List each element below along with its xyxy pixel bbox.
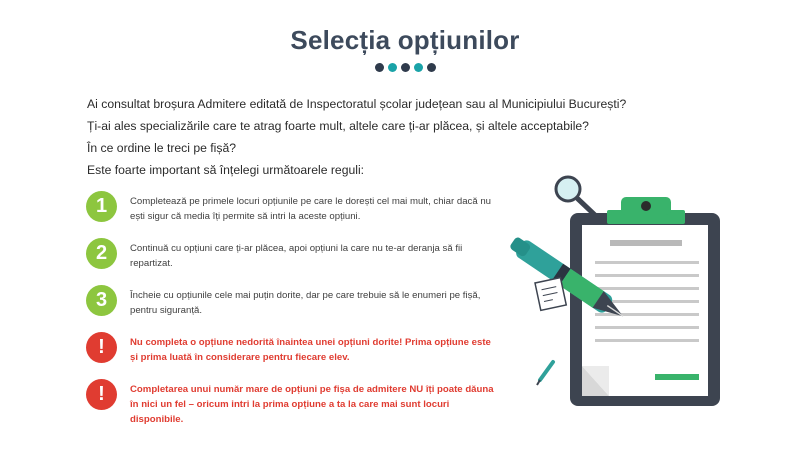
- sticky-note-icon: [535, 278, 566, 311]
- exclamation-icon: !: [86, 332, 117, 363]
- decoration-dot: [375, 63, 384, 72]
- rule-text: Completează pe primele locuri opțiunile pe care le dorești cel mai mult, chiar dacă nu ești sigur că media îți permite să intri la aceste opțiuni.: [130, 196, 492, 222]
- clipboard-with-pen-illustration: [505, 170, 735, 410]
- decoration-dot: [427, 63, 436, 72]
- warning-1: [86, 332, 496, 365]
- warning-2: [86, 379, 496, 427]
- decoration-dot: [414, 63, 423, 72]
- step-number-badge: 1: [86, 191, 117, 222]
- step-number-badge: 2: [86, 238, 117, 269]
- title-decoration-dots: [0, 63, 810, 72]
- warning-text: Completarea unui număr mare de opțiuni pe fișa de admitere NU îți poate dăuna în nici un fel – oricum intri la prima opțiune a ta la care mai sunt locuri disponibile.: [130, 384, 494, 425]
- magnifier-icon: [556, 177, 597, 217]
- intro-line: În ce ordine le treci pe fișă?: [87, 141, 237, 155]
- decoration-dot: [388, 63, 397, 72]
- rule-3: [86, 285, 496, 318]
- exclamation-icon: !: [86, 379, 117, 410]
- intro-line: Este foarte important să înțelegi următoarele reguli:: [87, 163, 365, 177]
- rule-text: Continuă cu opțiuni care ți-ar plăcea, apoi opțiuni la care nu te-ar deranja să fii repartizat.: [130, 243, 463, 269]
- page-title: Selecția opțiunilor: [290, 25, 520, 55]
- decoration-dot: [401, 63, 410, 72]
- rule-2: [86, 238, 496, 271]
- intro-questions: [87, 93, 647, 181]
- warning-text: Nu completa o opțiune nedorită înaintea unei opțiuni dorite! Prima opțiune este și prima luată în considerare pentru fiecare elev.: [130, 337, 491, 363]
- pencil-icon: [537, 362, 553, 385]
- step-number-badge: 3: [86, 285, 117, 316]
- rule-text: Încheie cu opțiunile cele mai puțin dorite, dar pe care trebuie să le enumeri pe fișă, pentru siguranță.: [130, 290, 481, 316]
- intro-line: Ți-ai ales specializările care te atrag foarte mult, altele care ți-ar plăcea, și altele acceptabile?: [87, 119, 589, 133]
- intro-line: Ai consultat broșura Admitere editată de Inspectoratul școlar județean sau al Municipiului București?: [87, 97, 627, 111]
- rule-1: [86, 191, 496, 224]
